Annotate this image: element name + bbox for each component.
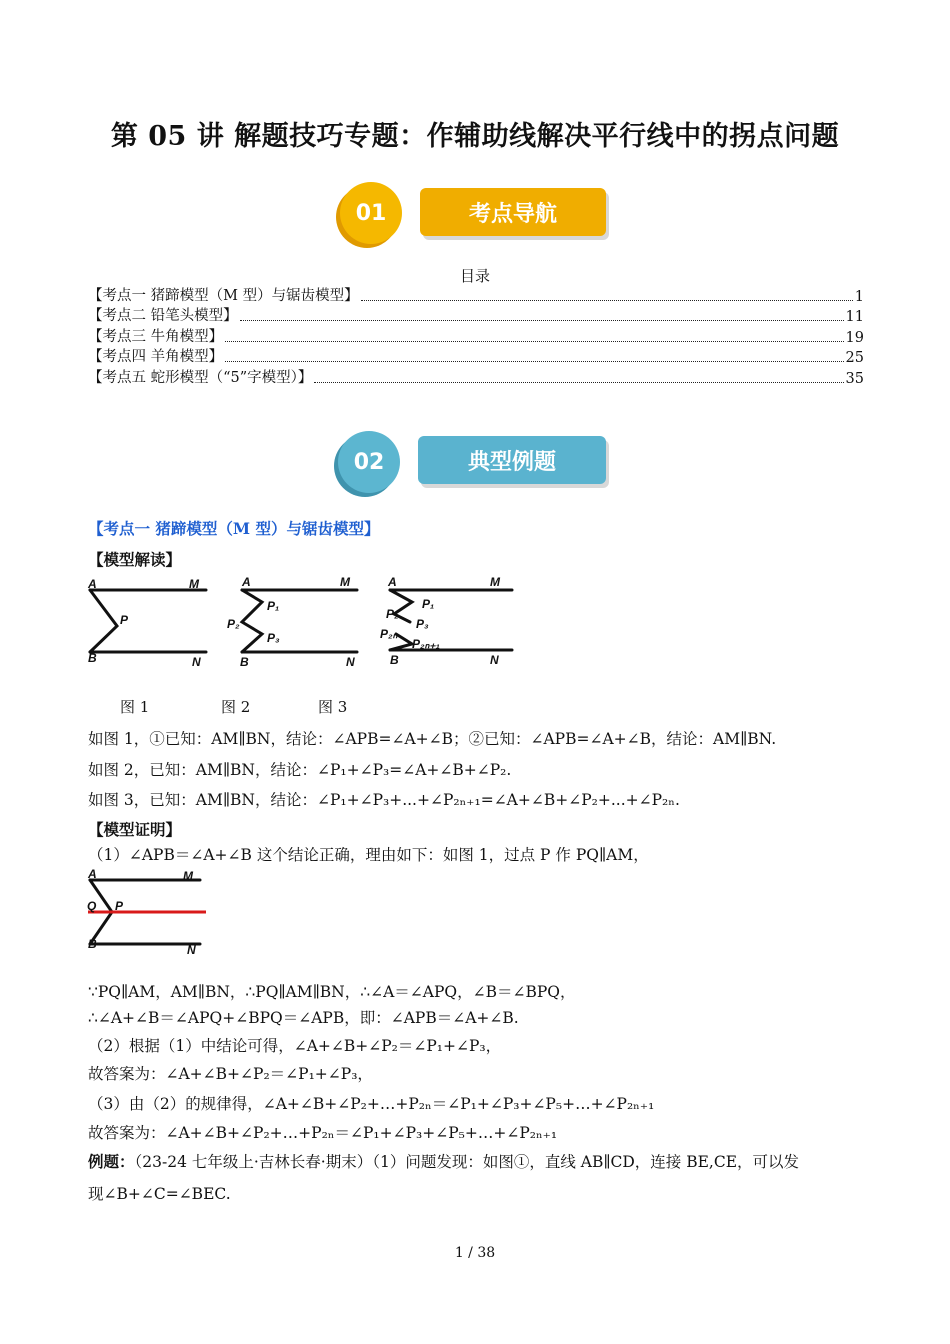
toc-item-page: 19	[845, 330, 864, 346]
toc-item-page: 25	[845, 350, 864, 366]
toc-leader	[240, 320, 844, 321]
fig2-label-p2: P₂	[227, 617, 240, 631]
proof-line-3: ∴∠A+∠B＝∠APQ+∠BPQ＝∠APB，即：∠APB＝∠A+∠B.	[88, 1009, 519, 1027]
example-text: （23-24 七年级上·吉林长春·期末）（1）问题发现：如图①，直线 AB∥CD，连接 BE,CE，可以发	[134, 1153, 800, 1171]
toc-item-label: 【考点四 羊角模型】	[88, 349, 224, 365]
badge-label-kaodian: 考点导航	[420, 188, 606, 236]
badge-label-dianxing: 典型例题	[418, 436, 606, 484]
fig3-label-p3: P₃	[416, 617, 429, 631]
toc-item-page: 11	[845, 309, 864, 325]
fig1-label-m: M	[189, 577, 199, 591]
fig3-label-b: B	[390, 653, 399, 667]
fig2-zigzag	[242, 590, 262, 652]
proof-line-5: 故答案为：∠A+∠B+∠P₂＝∠P₁+∠P₃，	[88, 1065, 373, 1083]
model-line-2: 如图 2，已知：AM∥BN，结论：∠P₁+∠P₃=∠A+∠B+∠P₂.	[88, 761, 512, 779]
toc-item-label: 【考点一 猪蹄模型（M 型）与锯齿模型】	[88, 288, 359, 304]
proof-line-1: （1）∠APB＝∠A+∠B 这个结论正确，理由如下：如图 1，过点 P 作 PQ∥AM，	[88, 846, 649, 864]
example-line-2: 现∠B+∠C=∠BEC.	[88, 1185, 231, 1203]
badge-number-01: 01	[340, 182, 402, 244]
toc-leader	[361, 300, 853, 301]
fig1-zigzag	[90, 590, 117, 652]
fig3-label-n: N	[490, 653, 499, 667]
fig3-label-p2n: P₂ₙ	[380, 627, 398, 641]
fig2-label-n: N	[346, 655, 355, 669]
toc-item-page: 1	[854, 289, 864, 305]
fig1-label-b: B	[88, 651, 97, 665]
fig3-label-a: A	[388, 575, 397, 589]
proof-label-a: A	[88, 867, 97, 881]
section-title: 【考点一 猪蹄模型（M 型）与锯齿模型】	[88, 519, 380, 538]
fig3-label-p1: P₁	[422, 597, 435, 611]
badge-number-02: 02	[338, 431, 400, 493]
model-line-1: 如图 1，①已知：AM∥BN，结论：∠APB=∠A+∠B；②已知：∠APB=∠A+∠B，结论：AM∥BN.	[88, 730, 777, 748]
toc-item[interactable]	[88, 346, 864, 366]
model-line-3: 如图 3，已知：AM∥BN，结论：∠P₁+∠P₃+...+∠P₂ₙ₊₁=∠A+∠B+∠P₂+...+∠P₂ₙ.	[88, 791, 680, 809]
toc-leader	[225, 361, 843, 362]
proof-label-n: N	[187, 943, 196, 957]
toc-leader	[225, 341, 843, 342]
example-line	[88, 1150, 799, 1172]
fig1-label-a: A	[88, 577, 97, 591]
proof-line-7: 故答案为：∠A+∠B+∠P₂+…+P₂ₙ＝∠P₁+∠P₃+∠P₅+…+∠P₂ₙ₊₁	[88, 1124, 558, 1142]
proof-line-4: （2）根据（1）中结论可得，∠A+∠B+∠P₂＝∠P₁+∠P₃，	[88, 1037, 502, 1055]
proof-label-m: M	[183, 869, 193, 883]
figure-caption-2: 图 2	[221, 698, 251, 716]
proof-label-b: B	[88, 937, 97, 951]
fig2-label-a: A	[242, 575, 251, 589]
toc-item-page: 35	[845, 371, 864, 387]
proof-line-2: ∵PQ∥AM，AM∥BN，∴PQ∥AM∥BN，∴∠A＝∠APQ，∠B＝∠BPQ，	[88, 983, 576, 1001]
proof-figure	[82, 866, 212, 958]
fig2-label-p1: P₁	[267, 599, 280, 613]
fig1-label-p: P	[120, 613, 129, 627]
toc-item[interactable]	[88, 305, 864, 325]
page-title: 第 05 讲 解题技巧专题：作辅助线解决平行线中的拐点问题	[110, 121, 840, 152]
example-label: 例题：	[88, 1152, 135, 1171]
fig2-label-m: M	[340, 575, 350, 589]
toc-heading: 目录	[459, 267, 490, 285]
figure-caption-1: 图 1	[120, 698, 150, 716]
toc-item[interactable]	[88, 367, 864, 387]
fig1-label-n: N	[192, 655, 201, 669]
fig3-label-p2n1: P₂ₙ₊₁	[412, 637, 440, 651]
figure-caption-3: 图 3	[318, 698, 348, 716]
model-read-heading: 【模型解读】	[88, 550, 182, 569]
fig3-label-p2: P₂	[386, 607, 399, 621]
toc-item-label: 【考点三 牛角模型】	[88, 329, 224, 345]
model-figures	[82, 572, 522, 672]
page-number: 1 / 38	[454, 1245, 496, 1261]
toc-item-label: 【考点五 蛇形模型（“5”字模型）】	[88, 370, 313, 386]
fig2-label-p3: P₃	[267, 631, 280, 645]
toc-item[interactable]	[88, 326, 864, 346]
toc-item-label: 【考点二 铅笔头模型】	[88, 308, 238, 324]
fig2-label-b: B	[240, 655, 249, 669]
toc-item[interactable]	[88, 285, 864, 305]
proof-line-6: （3）由（2）的规律得，∠A+∠B+∠P₂+…+P₂ₙ＝∠P₁+∠P₃+∠P₅+…+∠P₂ₙ₊₁	[88, 1095, 655, 1113]
proof-label-p: P	[115, 899, 124, 913]
toc-leader	[314, 382, 843, 383]
proof-heading: 【模型证明】	[88, 820, 182, 839]
fig3-label-m: M	[490, 575, 500, 589]
proof-label-q: Q	[87, 899, 97, 913]
